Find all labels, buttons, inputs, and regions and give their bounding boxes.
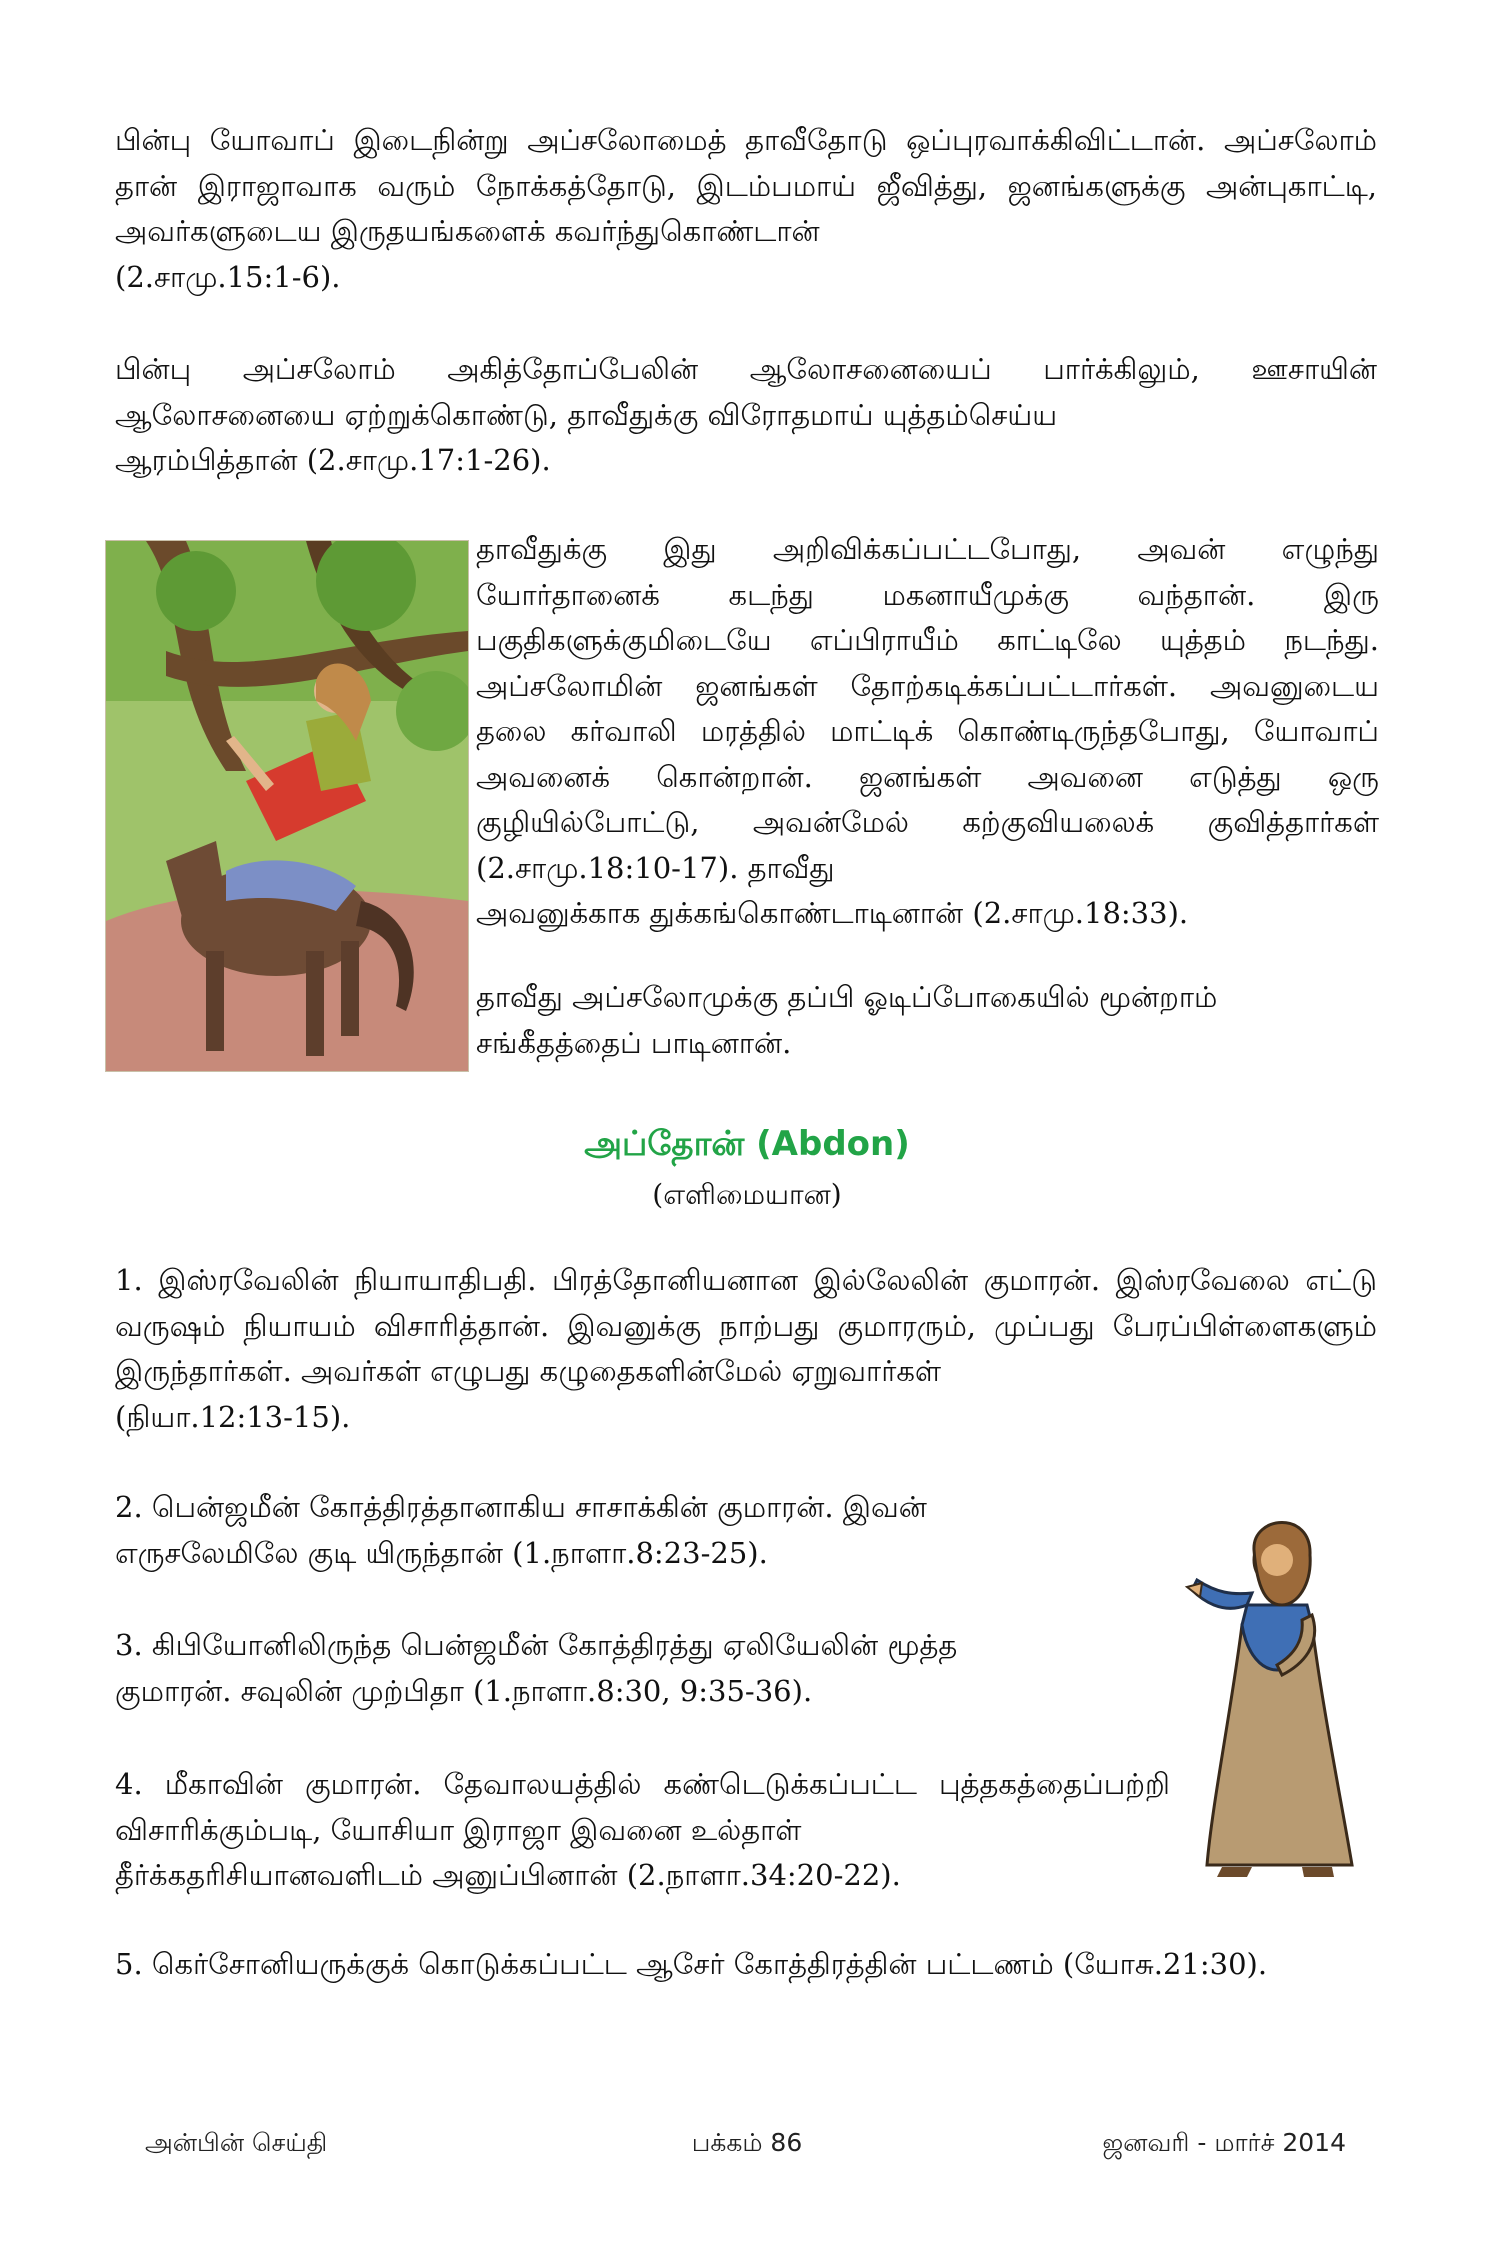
entry-4-reference: தீர்க்கதரிசியானவளிடம் அனுப்பினான் (2.நாளா.34:20-22). bbox=[115, 1858, 901, 1892]
entry-1 bbox=[115, 1258, 1377, 1440]
intro-paragraph-1 bbox=[115, 118, 1377, 300]
entry-3 bbox=[115, 1623, 1170, 1714]
entry-3-reference: குமாரன். சவுலின் முற்பிதா (1.நாளா.8:30, 9:35-36). bbox=[115, 1673, 813, 1708]
intro-paragraph-4-last-line: சங்கீதத்தைப் பாடினான். bbox=[476, 1025, 792, 1060]
entry-2-text: 2. பென்ஜமீன் கோத்திரத்தானாகிய சாசாக்கின் குமாரன். இவன் bbox=[115, 1490, 927, 1524]
footer-issue-date: ஜனவரி - மார்ச் 2014 bbox=[1102, 2128, 1346, 2157]
entry-4-text: 4. மீகாவின் குமாரன். தேவாலயத்தில் கண்டெடுக்கப்பட்ட புத்தகத்தைப்பற்றி விசாரிக்கும்படி, யோசியா இராஜா இவனை உல்தாள் bbox=[115, 1767, 1170, 1847]
entry-4 bbox=[115, 1762, 1170, 1899]
prophet-figure-illustration bbox=[1182, 1505, 1372, 1880]
entry-2-reference: எருசலேமிலே குடி யிருந்தான் (1.நாளா.8:23-25). bbox=[115, 1535, 768, 1570]
entry-5-text: 5. கெர்சோனியருக்குக் கொடுக்கப்பட்ட ஆசேர் கோத்திரத்தின் பட்டணம் (யோசு.21:30). bbox=[115, 1947, 1268, 1981]
footer-publication-name: அன்பின் செய்தி bbox=[145, 2128, 328, 2157]
section-subtitle: (எளிமையான) bbox=[652, 1178, 842, 1211]
section-title: அப்தோன் (Abdon) bbox=[584, 1124, 910, 1164]
entry-1-reference: (நியா.12:13-15). bbox=[115, 1399, 351, 1434]
intro-paragraph-4 bbox=[476, 975, 1379, 1066]
intro-paragraph-2-reference: ஆரம்பித்தான் (2.சாமு.17:1-26). bbox=[115, 443, 551, 477]
intro-paragraph-2-text: பின்பு அப்சலோம் அகித்தோப்பேலின் ஆலோசனையைப் பார்க்கிலும், ஊசாயின் ஆலோசனையை ஏற்றுக்கொண்டு, தாவீதுக்கு விரோதமாய் யுத்தம்செய்ய bbox=[115, 352, 1377, 432]
entry-3-text: 3. கிபியோனிலிருந்த பென்ஜமீன் கோத்திரத்து ஏலியேலின் மூத்த bbox=[115, 1628, 958, 1662]
intro-paragraph-1-reference: (2.சாமு.15:1-6). bbox=[115, 259, 341, 294]
entry-1-text: 1. இஸ்ரவேலின் நியாயாதிபதி. பிரத்தோனியனான இல்லேலின் குமாரன். இஸ்ரவேலை எட்டு வருஷம் நியாயம் விசாரித்தான். இவனுக்கு நாற்பது குமாரரும், முப்பது பேரப்பிள்ளைகளும் இருந்தார்கள். அவர்கள் எழுபது கழுதைகளின்மேல் ஏறுவார்கள் bbox=[115, 1263, 1377, 1388]
intro-paragraph-3 bbox=[476, 527, 1379, 937]
entry-2 bbox=[115, 1485, 1170, 1576]
intro-paragraph-2 bbox=[115, 347, 1377, 484]
intro-paragraph-3-text: தாவீதுக்கு இது அறிவிக்கப்பட்டபோது, அவன் எழுந்து யோர்தானைக் கடந்து மகனாயீமுக்கு வந்தான். இரு பகுதிகளுக்குமிடையே எப்பிராயீம் காட்டிலே யுத்தம் நடந்து. அப்சலோமின் ஜனங்கள் தோற்கடிக்கப்பட்டார்கள். அவனுடைய தலை கர்வாலி மரத்தில் மாட்டிக் கொண்டிருந்தபோது, யோவாப் அவனைக் கொன்றான். ஜனங்கள் அவனை எடுத்து ஒரு குழியில்போட்டு, அவன்மேல் கற்குவியலைக் குவித்தார்கள் (2.சாமு.18:10-17). தாவீது bbox=[476, 532, 1379, 885]
footer-page-number: பக்கம் 86 bbox=[691, 2128, 803, 2157]
intro-paragraph-4-text: தாவீது அப்சலோமுக்கு தப்பி ஓடிப்போகையில் மூன்றாம் bbox=[476, 980, 1218, 1014]
absalom-illustration bbox=[105, 540, 469, 1072]
entry-5 bbox=[115, 1942, 1377, 1988]
intro-paragraph-3-reference: அவனுக்காக துக்கங்கொண்டாடினான் (2.சாமு.18:33). bbox=[476, 896, 1189, 930]
intro-paragraph-1-text: பின்பு யோவாப் இடைநின்று அப்சலோமைத் தாவீதோடு ஒப்புரவாக்கிவிட்டான். அப்சலோம் தான் இராஜாவாக வரும் நோக்கத்தோடு, இடம்பமாய் ஜீவித்து, ஜனங்களுக்கு அன்புகாட்டி, அவர்களுடைய இருதயங்களைக் கவர்ந்துகொண்டான் bbox=[115, 123, 1377, 248]
